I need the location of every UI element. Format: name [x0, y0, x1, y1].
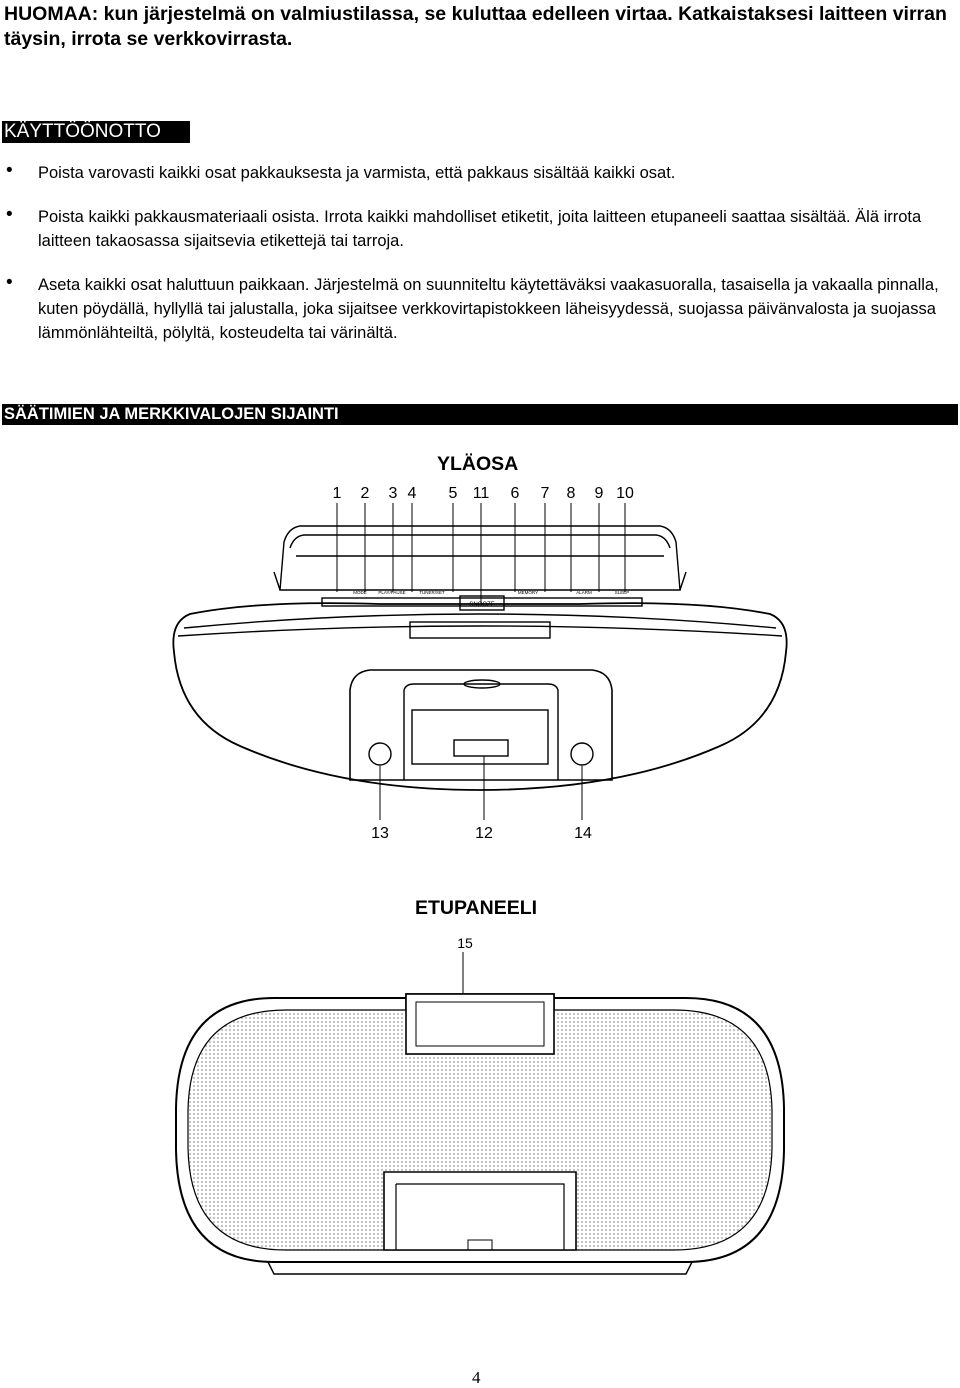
- bullet-icon: •: [6, 272, 13, 293]
- snooze-button-label: SNOOZE: [469, 602, 495, 608]
- panel-label-sleep: SLEEP: [614, 590, 630, 595]
- callout-1: 1: [332, 485, 342, 502]
- callout-5: 5: [448, 485, 458, 502]
- panel-label-mode: MODE: [353, 590, 367, 595]
- callout-2: 2: [360, 485, 370, 502]
- notice-paragraph: HUOMAA: kun järjestelmä on valmiustilassa, se kuluttaa edelleen virtaa. Katkaistaksesi laitteen virran täysin, irrota se verkkovirrasta.: [4, 3, 947, 50]
- callout-13: 13: [371, 825, 389, 842]
- setup-bullet-2: Poista kaikki pakkausmateriaali osista. Irrota kaikki mahdolliset etiketit, joita laitteen etupaneeli saattaa sisältää. Älä irrota laitteen takaosassa sijaitsevia etikettejä tai tarroja.: [38, 208, 922, 250]
- callout-4: 4: [407, 485, 417, 502]
- callout-15: 15: [457, 935, 473, 951]
- panel-label-alarm: ALARM: [576, 590, 592, 595]
- callout-10: 10: [616, 485, 634, 502]
- setup-bullet-1: Poista varovasti kaikki osat pakkauksesta ja varmista, että pakkaus sisältää kaikki osat.: [38, 164, 676, 182]
- top-view-title: YLÄOSA: [437, 453, 519, 475]
- callout-8: 8: [566, 485, 576, 502]
- callout-14: 14: [574, 825, 592, 842]
- callout-7: 7: [540, 485, 550, 502]
- callout-6: 6: [510, 485, 520, 502]
- callout-3: 3: [388, 485, 398, 502]
- panel-label-memory: MEMORY: [517, 590, 539, 595]
- setup-bullet-3: Aseta kaikki osat haluttuun paikkaan. Järjestelmä on suunniteltu käytettäväksi vaakasuoralla, tasaisella ja vakaalla pinnalla, kuten pöydällä, hyllyllä tai jalustalla, joka sijaitsee verkkovirtapistokkeen läheisyydessä, suojassa päivänvalosta ja suojassa lämmönlähteiltä, pölyltä, kosteudelta tai värinältä.: [38, 276, 939, 342]
- front-view-title: ETUPANEELI: [415, 897, 538, 919]
- callout-12: 12: [475, 825, 493, 842]
- bullet-icon: •: [6, 160, 13, 181]
- callout-11: 11: [472, 485, 490, 502]
- page-number: 4: [472, 1368, 481, 1387]
- panel-label-tuner-set: TUNER/SET: [419, 590, 445, 595]
- front-view-diagram: [170, 930, 790, 1280]
- section-heading-controls: SÄÄTIMIEN JA MERKKIVALOJEN SIJAINTI: [2, 404, 958, 425]
- panel-label-play-pause: PLAY/PAUSE: [378, 590, 406, 595]
- callout-9: 9: [594, 485, 604, 502]
- top-view-diagram: [160, 478, 810, 848]
- bullet-icon: •: [6, 204, 13, 225]
- section-heading-setup: KÄYTTÖÖNOTTO: [2, 121, 190, 143]
